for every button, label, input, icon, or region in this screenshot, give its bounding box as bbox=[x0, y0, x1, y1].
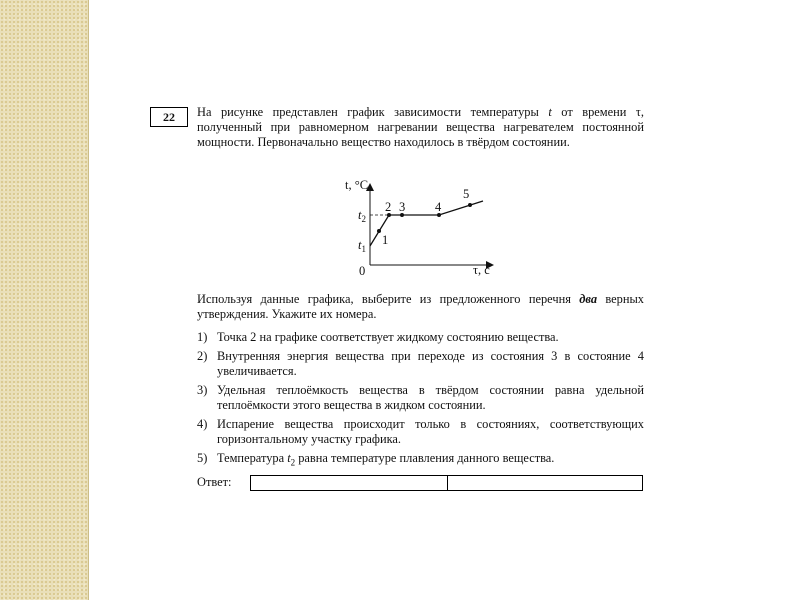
question-number: 22 bbox=[150, 107, 188, 127]
option-5: 5) Температура $t_2$ равна температуре плавления данного вещества. bbox=[197, 451, 555, 468]
option-3: 3) Удельная теплоёмкость вещества в твёрдом состоянии равна удельной теплоёмкости этого вещества в жидком состоянии. bbox=[197, 383, 644, 412]
answer-cell-2[interactable] bbox=[447, 476, 643, 490]
temperature-time-graph bbox=[345, 177, 505, 277]
answer-row bbox=[197, 475, 644, 491]
option-4: 4) Испарение вещества происходит только в состояниях, соответствующих горизонтальному участку графика. bbox=[197, 417, 644, 446]
question-text: На рисунке представлен график зависимости температуры t от времени τ, полученный при равномерном нагревании вещества нагревателем постоянной мощности. Первоначально вещество находилось в твёрдом состоянии. bbox=[197, 105, 644, 149]
y-axis-label: t, °C bbox=[345, 178, 369, 192]
point-5 bbox=[468, 203, 472, 207]
options-list bbox=[197, 330, 644, 474]
point-4-label: 4 bbox=[435, 200, 442, 214]
option-2: 2) Внутренняя энергия вещества при переходе из состояния 3 в состояние 4 увеличивается. bbox=[197, 349, 644, 378]
answer-cell-1[interactable] bbox=[251, 476, 446, 490]
answer-box bbox=[250, 475, 643, 491]
point-2-label: 2 bbox=[385, 200, 392, 214]
point-5-label: 5 bbox=[463, 187, 470, 201]
point-1-label: 1 bbox=[382, 233, 389, 247]
point-3-label: 3 bbox=[399, 200, 406, 214]
graph-svg bbox=[345, 177, 505, 277]
decorative-side-strip bbox=[0, 0, 89, 600]
point-1 bbox=[377, 229, 381, 233]
answer-label: Ответ: bbox=[197, 475, 232, 489]
option-1: 1) Точка 2 на графике соответствует жидкому состоянию вещества. bbox=[197, 330, 559, 344]
t1-label: $t_1$ bbox=[358, 238, 366, 254]
origin-label: 0 bbox=[359, 264, 366, 278]
t2-label: $t_2$ bbox=[358, 208, 366, 224]
instructions: Используя данные графика, выберите из предложенного перечня два верных утверждения. Укажите их номера. bbox=[197, 292, 644, 321]
x-axis-label: τ, с bbox=[473, 263, 490, 277]
